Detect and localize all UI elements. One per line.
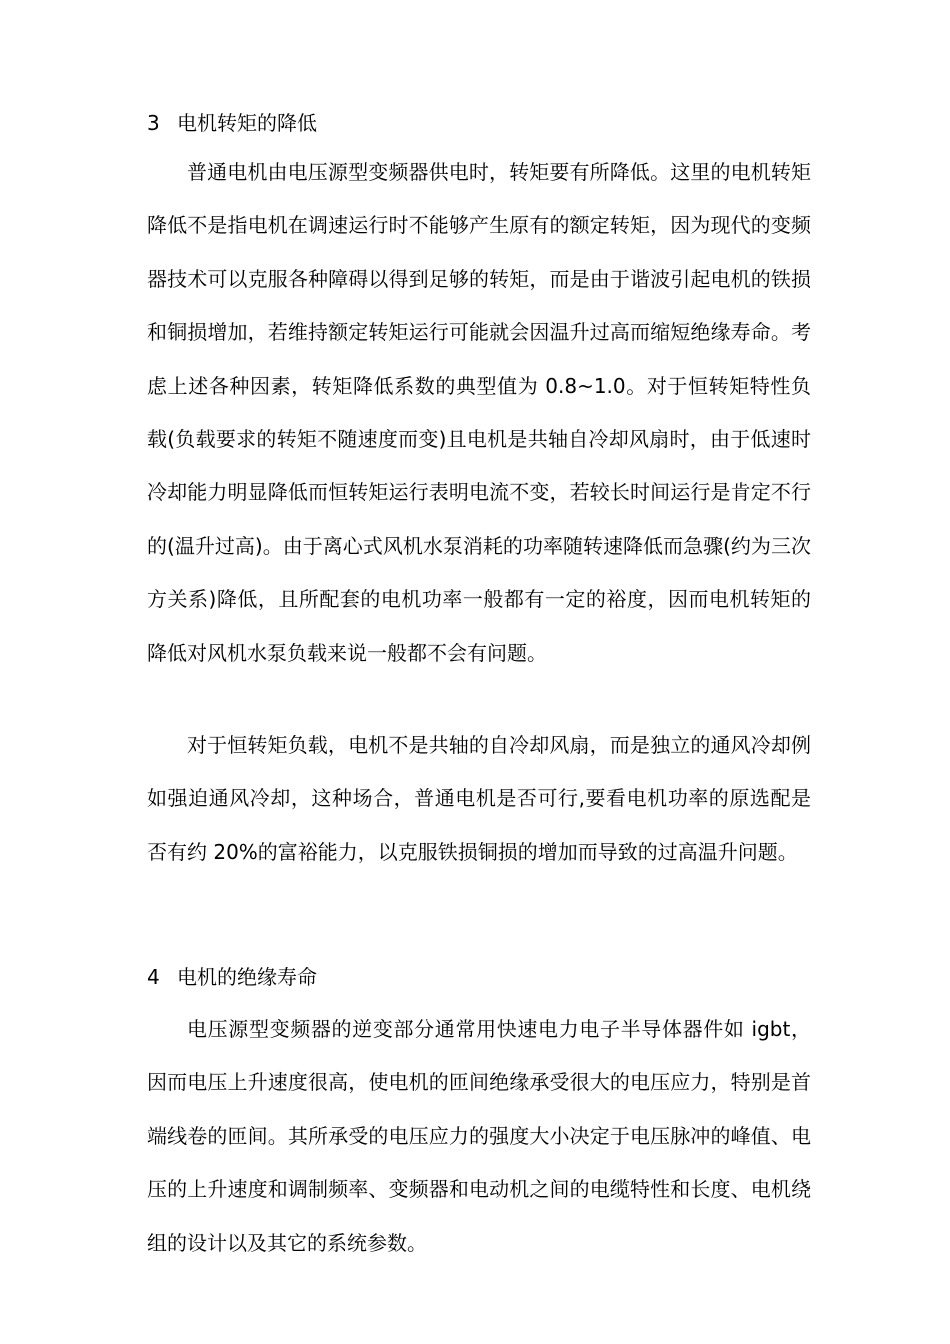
paragraph: 电压源型变频器的逆变部分通常用快速电力电子半导体器件如 igbt，因而电压上升速度很高，使电机的匝间绝缘承受很大的电压应力，特别是首端线卷的匝间。其所承受的电压应力的强度大小决定于电压脉冲的峰值、电压的上升速度和调制频率、变频器和电动机之间的电缆特性和长度、电机绕组的设计以及其它的系统参数。	[147, 1017, 811, 1255]
paragraph: 对于恒转矩负载，电机不是共轴的自冷却风扇，而是独立的通风冷却例如强迫通风冷却，这种场合，普通电机是否可行,要看电机功率的原选配是否有约 20%的富裕能力，以克服铁损铜损的增加而导致的过高温升问题。	[147, 733, 811, 864]
paragraph: 普通电机由电压源型变频器供电时，转矩要有所降低。这里的电机转矩降低不是指电机在调速运行时不能够产生原有的额定转矩，因为现代的变频器技术可以克服各种障碍以得到足够的转矩，而是由于谐波引起电机的铁损和铜损增加，若维持额定转矩运行可能就会因温升过高而缩短绝缘寿命。考虑上述各种因素，转矩降低系数的典型值为 0.8~1.0。对于恒转矩特性负载(负载要求的转矩不随速度而变)且电机是共轴自冷却风扇时，由于低速时冷却能力明显降低而恒转矩运行表明电流不变，若较长时间运行是肯定不行的(温升过高)。由于离心式风机水泵消耗的功率随转速降低而急骤(约为三次方关系)降低，且所配套的电机功率一般都有一定的裕度，因而电机转矩的降低对风机水泵负载来说一般都不会有问题。	[147, 160, 811, 665]
section-title: 电机的绝缘寿命	[177, 965, 317, 989]
section-heading-4	[147, 962, 317, 992]
section-number: 3	[147, 111, 160, 135]
section-heading-3	[147, 108, 317, 138]
section-title: 电机转矩的降低	[177, 111, 317, 135]
section-number: 4	[147, 965, 160, 989]
